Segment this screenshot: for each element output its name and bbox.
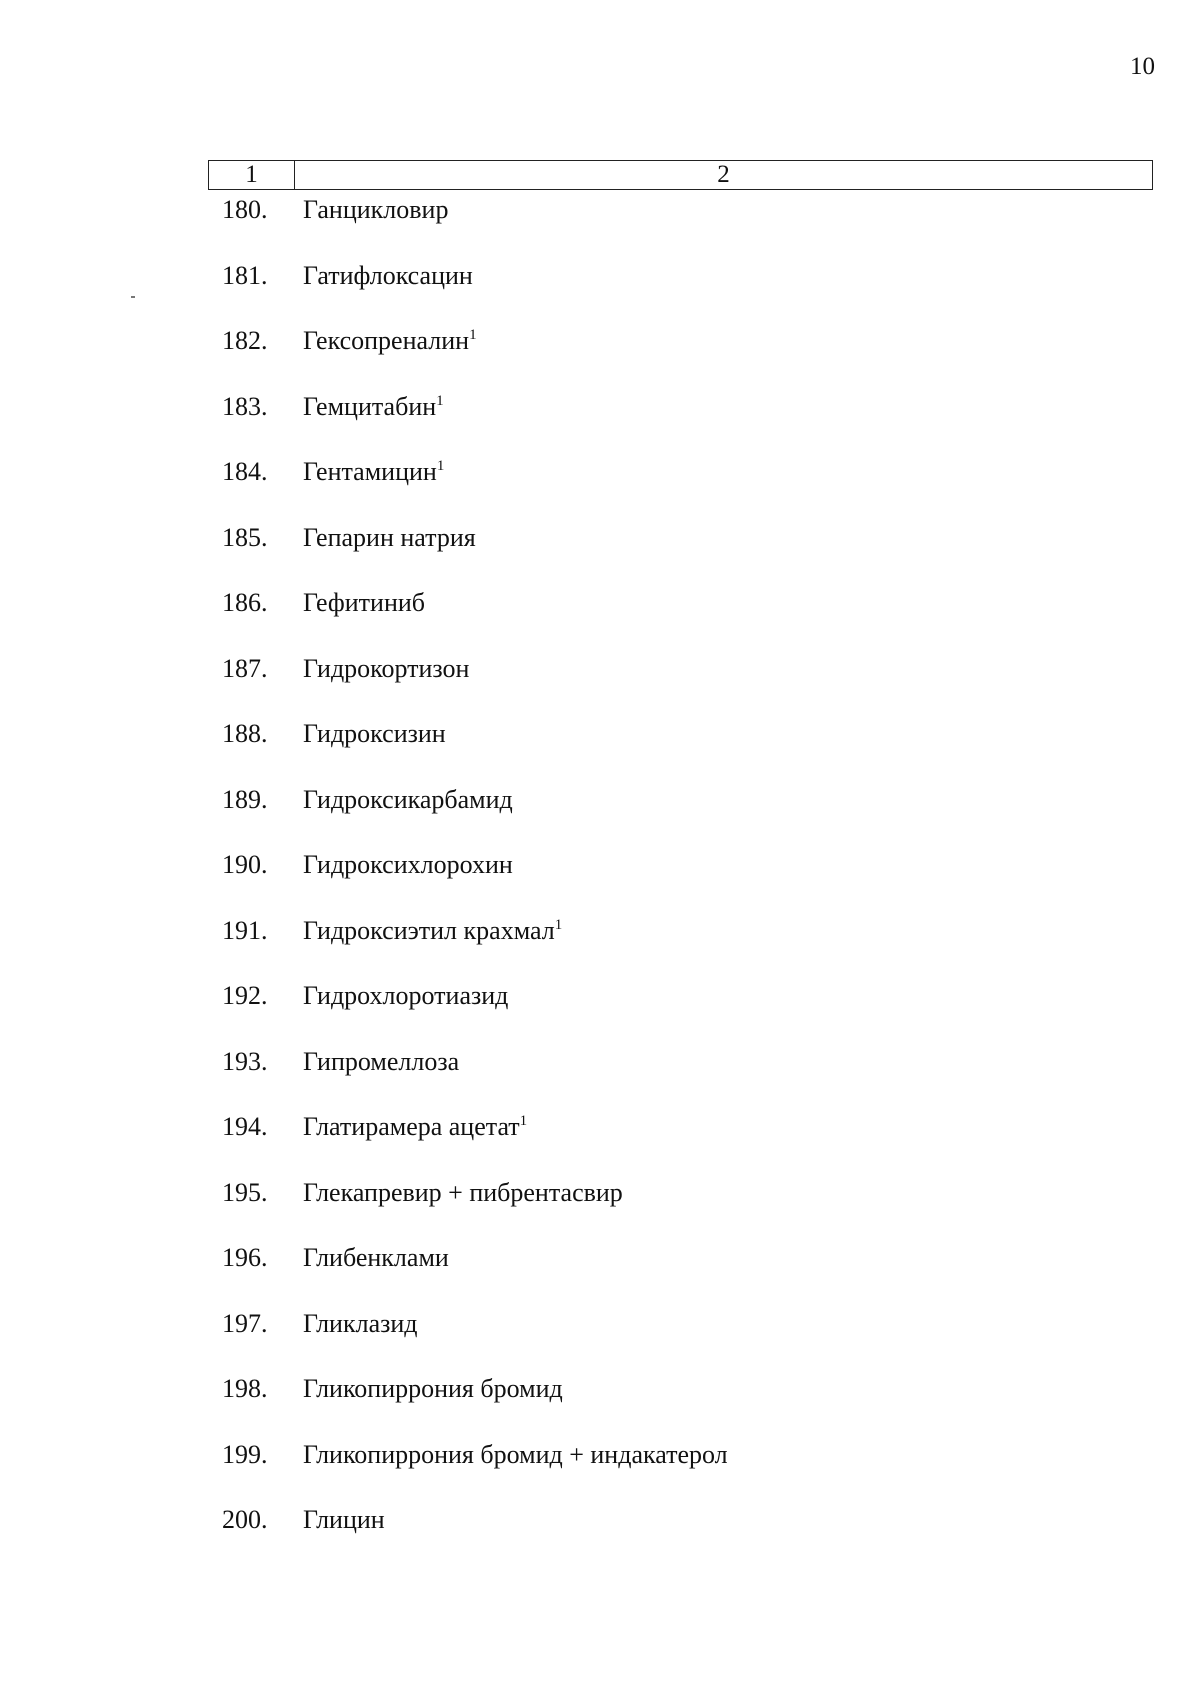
entry-name [303, 326, 477, 356]
entry-number: 180. [222, 195, 268, 224]
drug-name: Глатирамера ацетат [303, 1112, 520, 1141]
list-item [0, 1243, 1200, 1309]
list-item [0, 1374, 1200, 1440]
list-item [0, 1047, 1200, 1113]
footnote-marker: 1 [519, 1113, 528, 1129]
scan-speck [131, 296, 135, 298]
drug-name: Гипромеллоза [303, 1046, 460, 1076]
entry-name [303, 195, 448, 225]
list-item [0, 981, 1200, 1047]
entry-name [303, 1309, 418, 1339]
drug-name: Гидрохлоротиазид [303, 981, 509, 1010]
entry-number: 199. [222, 1439, 268, 1469]
entry-number: 200. [222, 1505, 268, 1534]
column-number-header: 1 [209, 161, 295, 189]
list-item [0, 719, 1200, 785]
drug-name: Гидроксихлорохин [303, 850, 513, 879]
entry-name [303, 261, 473, 291]
list-item [0, 654, 1200, 720]
entry-name [303, 1440, 728, 1470]
list-item [0, 1440, 1200, 1506]
list-item [0, 326, 1200, 392]
drug-name: Ганцикловир [303, 195, 449, 224]
list-item [0, 261, 1200, 327]
entry-name [303, 1505, 385, 1535]
footnote-marker: 1 [554, 916, 563, 933]
footnote-marker: 1 [469, 327, 477, 343]
entry-number: 193. [222, 1046, 268, 1076]
footnote-marker: 1 [436, 392, 444, 409]
entry-number: 188. [222, 719, 268, 748]
entry-number: 183. [222, 391, 268, 421]
drug-name: Глекапревир + пибрентасвир [303, 1177, 623, 1207]
drug-name: Глицин [303, 1505, 385, 1534]
entry-number: 192. [222, 981, 268, 1010]
drug-name: Гидроксиэтил крахмал [303, 915, 555, 945]
list-item [0, 392, 1200, 458]
drug-name: Глибенклами [303, 1243, 449, 1272]
list-item [0, 588, 1200, 654]
entry-number: 196. [222, 1243, 268, 1272]
entry-number: 194. [222, 1112, 268, 1141]
drug-name: Гидроксизин [303, 719, 446, 748]
drug-name: Гемцитабин [303, 391, 437, 421]
entry-name [303, 916, 562, 946]
entry-number: 195. [222, 1177, 268, 1207]
list-item [0, 916, 1200, 982]
entry-number: 187. [222, 653, 268, 683]
footnote-marker: 1 [436, 458, 445, 474]
drug-name: Гликлазид [303, 1308, 418, 1338]
entry-name [303, 588, 425, 618]
table-column-header [208, 160, 1153, 190]
entry-name [303, 523, 476, 553]
list-item [0, 785, 1200, 851]
entry-number: 181. [222, 260, 268, 290]
drug-name: Гликопиррония бромид [303, 1374, 563, 1403]
entry-name [303, 1374, 563, 1404]
entry-number: 197. [222, 1308, 268, 1338]
entry-name [303, 1112, 527, 1142]
entry-name [303, 850, 513, 880]
entry-name [303, 654, 469, 684]
drug-name: Гефитиниб [303, 588, 426, 617]
drug-name: Гликопиррония бромид + индакатерол [303, 1439, 728, 1469]
list-item [0, 1112, 1200, 1178]
entry-number: 186. [222, 588, 268, 617]
entry-name [303, 457, 444, 487]
entry-name [303, 785, 513, 815]
entry-number: 182. [222, 326, 268, 355]
drug-name: Гепарин натрия [303, 522, 476, 552]
entry-number: 198. [222, 1374, 268, 1403]
entry-number: 190. [222, 850, 268, 879]
list-item [0, 1505, 1200, 1571]
drug-name: Гидрокортизон [303, 653, 470, 683]
entry-name [303, 1178, 623, 1208]
entry-name [303, 1243, 449, 1273]
list-item [0, 1178, 1200, 1244]
drug-name: Гидроксикарбамид [303, 784, 513, 814]
drug-name: Гатифлоксацин [303, 260, 473, 290]
drug-name: Гексопреналин [303, 326, 470, 355]
entry-number: 191. [222, 915, 268, 945]
list-item [0, 1309, 1200, 1375]
list-item [0, 850, 1200, 916]
list-item [0, 523, 1200, 589]
drug-list [0, 195, 1200, 1571]
entry-name [303, 1047, 459, 1077]
entry-number: 189. [222, 784, 268, 814]
entry-number: 185. [222, 522, 268, 552]
entry-number: 184. [222, 457, 268, 486]
drug-name: Гентамицин [303, 457, 437, 486]
entry-name [303, 981, 508, 1011]
column-name-header: 2 [717, 161, 730, 188]
list-item [0, 457, 1200, 523]
entry-name [303, 392, 444, 422]
entry-name [303, 719, 446, 749]
page-number: 10 [1130, 53, 1155, 80]
list-item [0, 195, 1200, 261]
